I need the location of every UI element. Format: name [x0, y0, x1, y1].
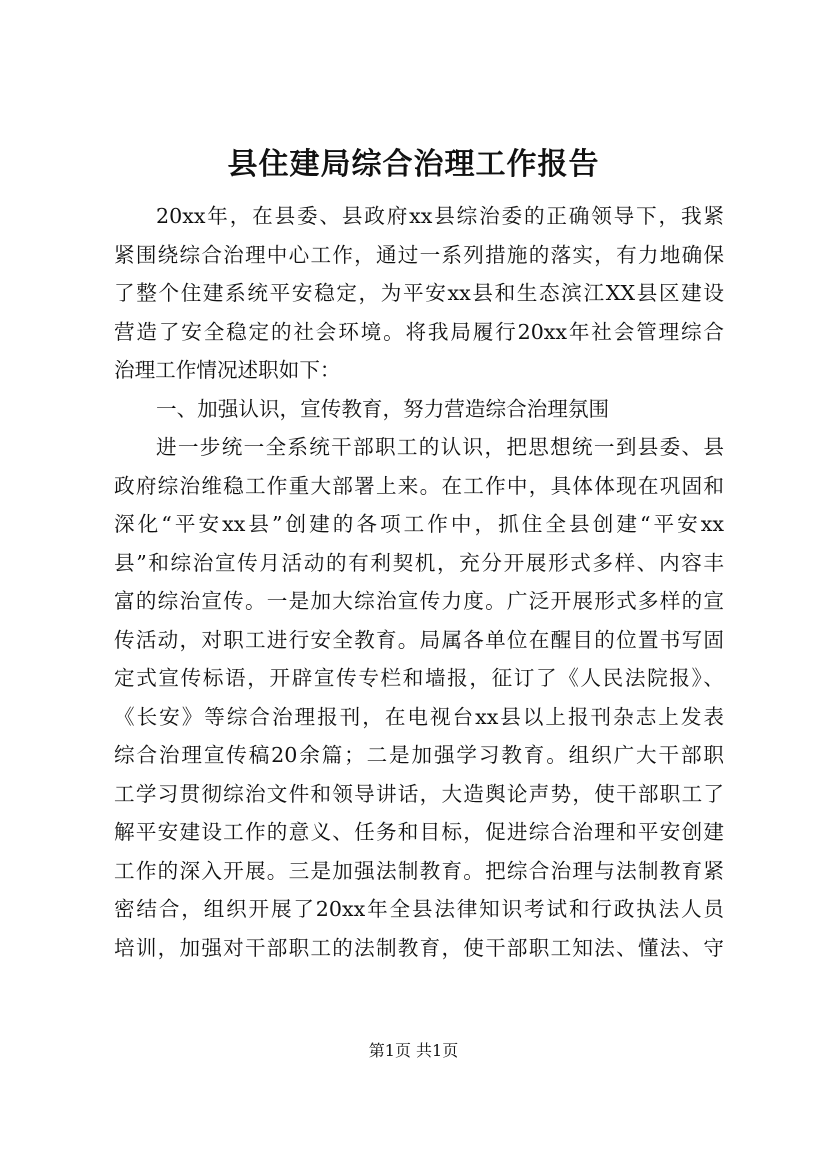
paragraph-line: 工作的深入开展。三是加强法制教育。把综合治理与法制教育紧 — [114, 858, 724, 883]
paragraph-line: 营造了安全稳定的社会环境。将我局履行20xx年社会管理综合 — [114, 319, 724, 344]
paragraph-line: 工学习贯彻综治文件和领导讲话，大造舆论声势，使干部职工了 — [114, 781, 724, 806]
paragraph-line: 治理工作情况述职如下： — [114, 358, 341, 382]
paragraph-line: 传活动，对职工进行安全教育。局属各单位在醒目的位置书写固 — [114, 627, 724, 652]
paragraph-line: 培训，加强对干部职工的法制教育，使干部职工知法、懂法、守 — [114, 935, 724, 960]
paragraph-line: 政府综治维稳工作重大部署上来。在工作中，具体体现在巩固和 — [114, 473, 724, 498]
paragraph-line: 富的综治宣传。一是加大综治宣传力度。广泛开展形式多样的宣 — [114, 589, 724, 613]
paragraph-line: 密结合，组织开展了20xx年全县法律知识考试和行政执法人员 — [114, 897, 724, 921]
paragraph-line: 进一步统一全系统干部职工的认识，把思想统一到县委、县 — [156, 435, 724, 459]
paragraph-line: 深化“平安xx县”创建的各项工作中，抓住全县创建“平安xx — [114, 512, 724, 536]
document-body — [114, 197, 724, 967]
paragraph-line: 20xx年，在县委、县政府xx县综治委的正确领导下，我紧 — [156, 204, 724, 228]
paragraph-line: 一、加强认识，宣传教育，努力营造综合治理氛围 — [156, 396, 610, 421]
paragraph-line: 解平安建设工作的意义、任务和目标，促进综合治理和平安创建 — [114, 820, 724, 844]
paragraph-line: 了整个住建系统平安稳定，为平安xx县和生态滨江XX县区建设 — [114, 281, 724, 305]
paragraph-line: 综合治理宣传稿20余篇；二是加强学习教育。组织广大干部职 — [114, 743, 724, 767]
paragraph-line: 《长安》等综合治理报刊，在电视台xx县以上报刊杂志上发表 — [114, 704, 724, 729]
paragraph-line: 定式宣传标语，开辟宣传专栏和墙报，征订了《人民法院报》、 — [114, 666, 724, 690]
page-footer: 第1页 共1页 — [368, 1041, 459, 1060]
paragraph-line: 县”和综治宣传月活动的有利契机，充分开展形式多样、内容丰 — [114, 550, 724, 575]
paragraph-line: 紧围绕综合治理中心工作，通过一系列措施的落实，有力地确保 — [114, 242, 724, 267]
document-title: 县住建局综合治理工作报告 — [227, 147, 600, 182]
